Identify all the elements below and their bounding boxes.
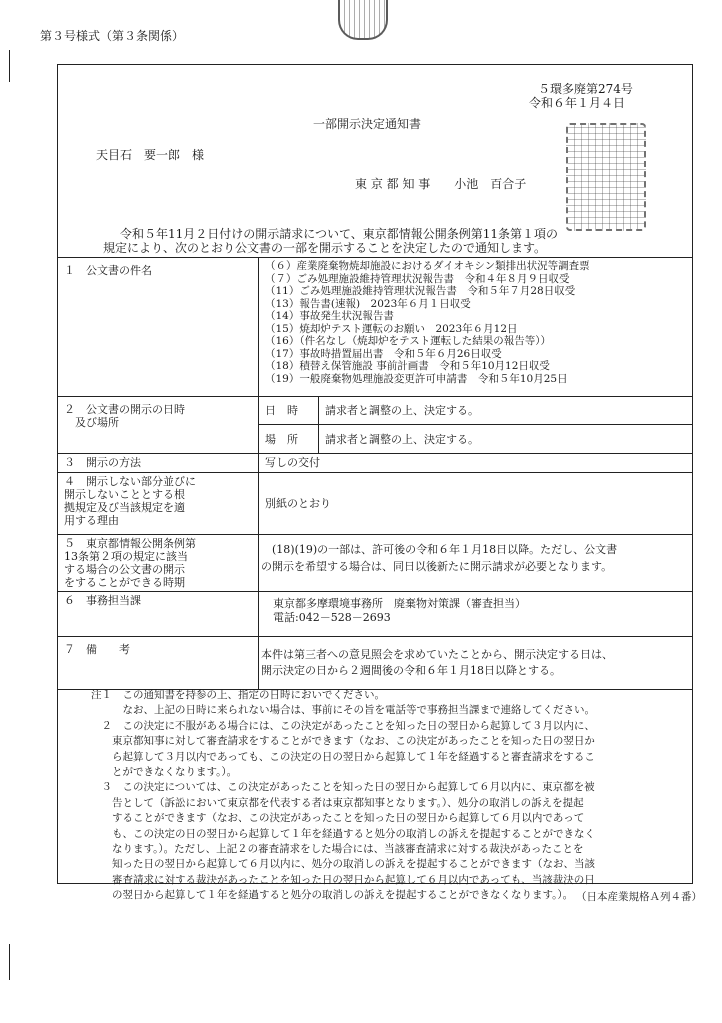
place-label: 場 所	[259, 425, 319, 454]
note-line: とができなくなります。）。	[91, 766, 238, 779]
document-item: （19）一般廃棄物処理施設変更許可申請書 令和５年10月25日	[265, 372, 568, 385]
document-item: （18）積替え保管施設 事前計画書 令和５年10月12日収受	[265, 360, 550, 372]
page-title: 一部開示決定通知書	[313, 117, 422, 131]
undisclosed-value: 別紙のとおり	[259, 473, 693, 535]
note-line: なお、上記の日時に来られない場合は、事前にその旨を電話等で事務担当課まで連絡してください。	[91, 704, 595, 717]
seal-stamp-top	[338, 0, 388, 40]
intro-line-2: 規定により、次のとおり公文書の一部を開示することを決定したので通知します。	[103, 241, 547, 255]
document-item: （11）ごみ処理施設維持管理状況報告書 令和５年７月28日収受	[265, 285, 576, 297]
document-item: （７）ごみ処理施設維持管理状況報告書 令和４年８月９日収受	[265, 272, 570, 285]
place-value: 請求者と調整の上、決定する。	[319, 425, 693, 454]
disclosure-timing-value: (18)(19)の一部は、許可後の令和６年１月18日以降。ただし、公文書 の開示を希望する場合は、同日以後新たに開示請求が必要となります。	[259, 535, 693, 592]
note-line: 注１ この通知書を持参の上、指定の日時においでください。	[91, 689, 385, 701]
label-department: ６ 事務担当課	[58, 592, 259, 637]
note-line: 告として（訴訟において東京都を代表する者は東京都知事となります。）、処分の取消しの訴えを提起	[91, 796, 584, 809]
datetime-label: 日 時	[259, 397, 319, 425]
datetime-value: 請求者と調整の上、決定する。	[319, 397, 693, 425]
sender: 東 京 都 知 事 小池 百合子	[355, 177, 527, 191]
document-list	[259, 258, 693, 397]
note-line: も、この決定の日の翌日から起算して１年を経過すると処分の取消しの訴えを提起することができなく	[91, 827, 595, 840]
remarks-value: 本件は第三者への意見照会を求めていたことから、開示決定する日は、 開示決定の日から２週間後の令和６年１月18日以降とする。	[259, 637, 693, 690]
row-document-names	[58, 258, 693, 397]
document-item: （６）産業廃棄物焼却施設におけるダイオキシン類排出状況等調査票	[265, 260, 590, 272]
note-line: 審査請求に対する裁決があったことを知った日の翌日から起算して６月以内であっても、当該裁決の日	[91, 873, 595, 886]
note-line: することができます（なお、この決定があったことを知った日の翌日から起算して６月以内であって	[91, 812, 585, 825]
note-line: の翌日から起算して１年を経過すると処分の取消しの訴えを提起することができなくなります。）。	[91, 889, 574, 902]
official-seal	[566, 123, 646, 231]
paper-size-footer: （日本産業規格Ａ列４番）	[576, 891, 702, 903]
recipient: 天目石 要一郎 様	[96, 148, 205, 162]
note-line: ２ この決定に不服がある場合には、この決定があったことを知った日の翌日から起算して３月以内に、	[91, 719, 595, 732]
label-document-names: １ 公文書の件名	[58, 258, 259, 397]
margin-mark	[9, 50, 10, 82]
label-datetime-place: ２ 公文書の開示の日時 及び場所	[58, 397, 259, 454]
intro-line-1: 令和５年11月２日付けの開示請求について、東京都情報公開条例第11条第１項の	[120, 227, 559, 241]
label-undisclosed: ４ 開示しない部分並びに 開示しないこととする根 拠規定及び当該規定を適 用する理由	[58, 473, 259, 535]
document-item: （13）報告書(速報) 2023年６月１日収受	[265, 297, 471, 310]
department-value: 東京都多摩環境事務所 廃棄物対策課（審査担当） 電話:042－528－2693	[259, 592, 693, 637]
notes	[91, 688, 595, 904]
document-item: （16）（件名なし（焼却炉をテスト運転した結果の報告等））	[265, 335, 551, 347]
note-line: ３ この決定については、この決定があったことを知った日の翌日から起算して６月以内に、東京都を被	[91, 781, 595, 794]
label-remarks: ７ 備 考	[58, 637, 259, 690]
doc-number: ５環多廃第274号	[538, 82, 633, 96]
document-item: （14）事故発生状況報告書	[265, 310, 394, 322]
document-item: （17）事故時措置届出書 令和５年６月26日収受	[265, 347, 502, 360]
margin-mark	[9, 944, 10, 980]
decision-table	[57, 257, 693, 690]
label-method: ３ 開示の方法	[58, 454, 259, 473]
note-line: なります。）。ただし、上記２の審査請求をした場合には、当該審査請求に対する裁決があったことを	[91, 843, 584, 856]
note-line: ら起算して３月以内であっても、この決定の日の翌日から起算して１年を経過すると審査請求をするこ	[91, 750, 595, 763]
label-disclosure-timing: ５ 東京都情報公開条例第 13条第２項の規定に該当 する場合の公文書の開示 をすることができる時期	[58, 535, 259, 592]
method-value: 写しの交付	[259, 454, 693, 473]
note-line: 東京都知事に対して審査請求をすることができます（なお、この決定があったことを知った日の翌日か	[91, 735, 595, 748]
note-line: 知った日の翌日から起算して６月以内に、処分の取消しの訴えを提起することができます（なお、当該	[91, 858, 595, 871]
document-item: （15）焼却炉テスト運転のお願い 2023年６月12日	[265, 322, 518, 335]
doc-date: 令和６年１月４日	[529, 96, 626, 110]
form-label: 第３号様式（第３条関係）	[40, 29, 185, 43]
